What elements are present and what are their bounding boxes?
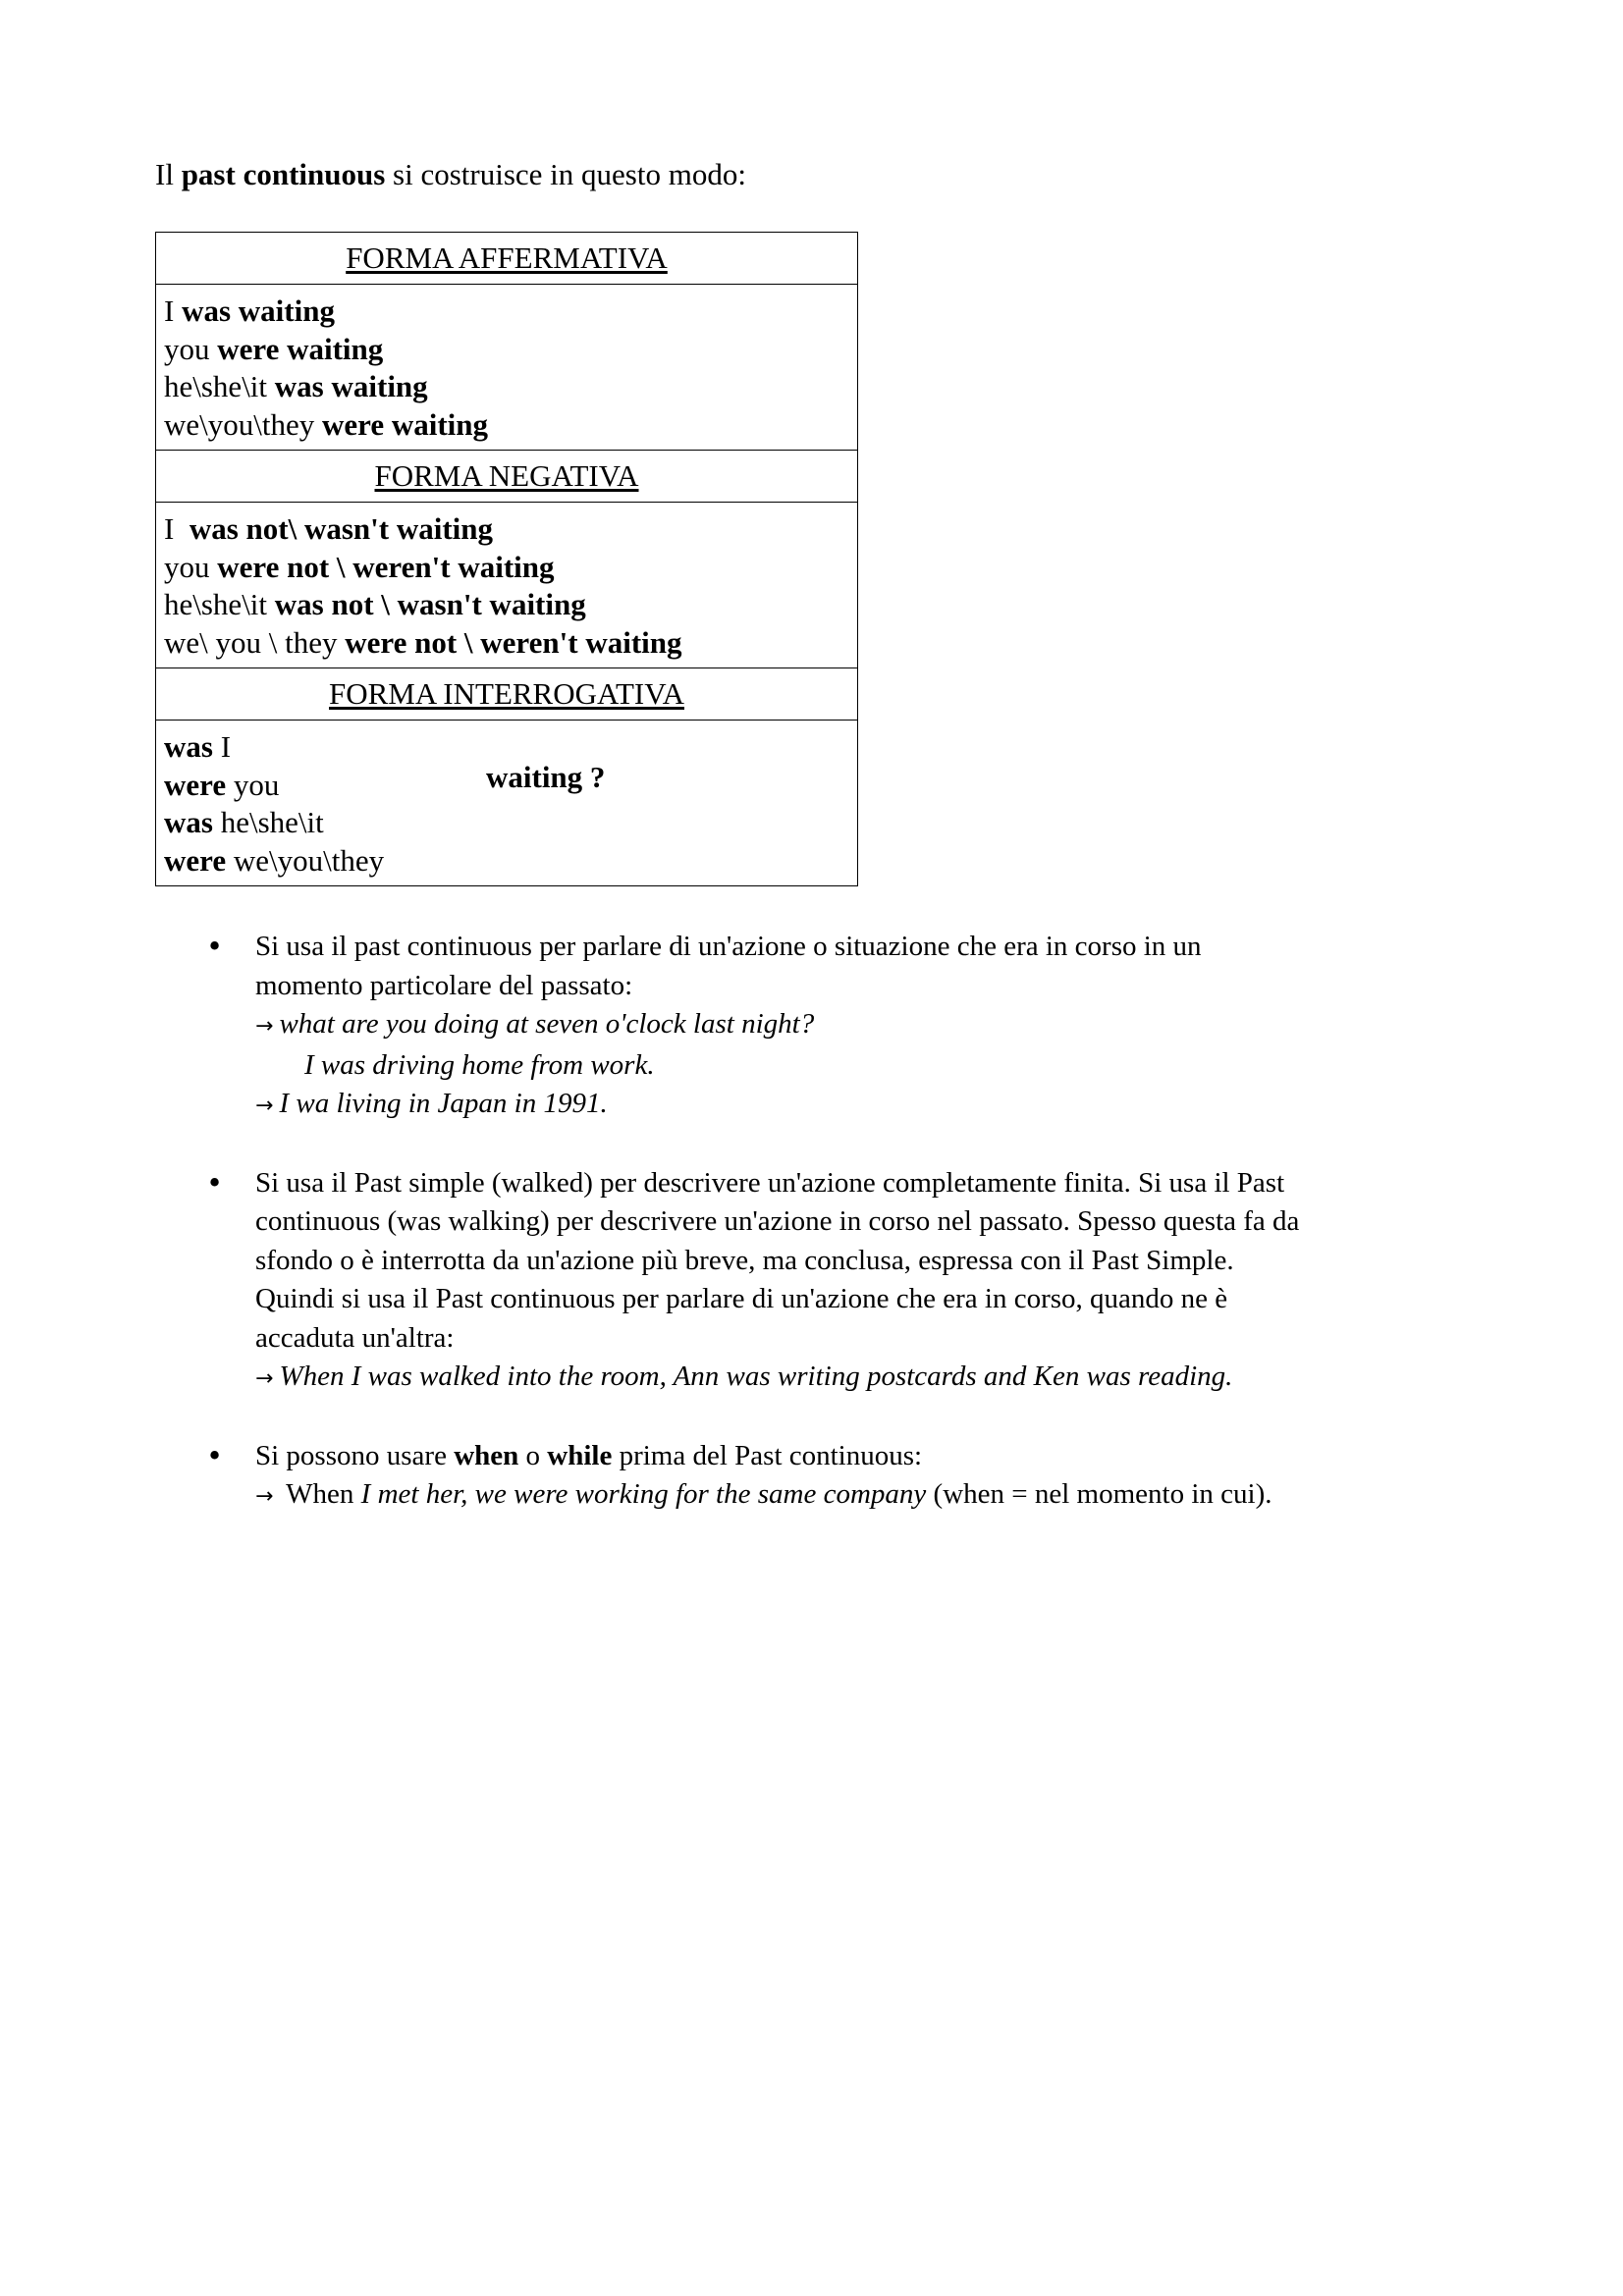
body-affermativa [156, 285, 858, 451]
table-row: was I [164, 729, 232, 764]
table-row: we\you\they were waiting [164, 406, 489, 442]
bullet-icon: • [206, 930, 224, 963]
bullet-icon: • [206, 1438, 224, 1472]
bullet-icon: • [206, 1165, 224, 1200]
intro-prefix: Il [155, 157, 182, 191]
list-item: • Si usa il past continuous per parlare di un'azione o situazione che era in corso in un momento particolare del passato: → what are you doing at seven o'clock last night? I was driving home from work. → I wa living in Japan in 1991. [155, 928, 1530, 1126]
arrow-icon: → [255, 1094, 274, 1118]
arrow-icon: → [255, 1484, 274, 1509]
table-row: he\she\it was not \ wasn't waiting [164, 587, 586, 621]
example-line: → I wa living in Japan in 1991. [255, 1088, 608, 1119]
table-row: we\ you \ they were not \ weren't waiting [164, 624, 682, 660]
list-item: • Si possono usare when o while prima del Past continuous: → When I met her, we were working for the same company (when = nel momento in cui). [155, 1437, 1530, 1517]
intro-suffix: si costruisce in questo modo: [385, 157, 746, 191]
header-affermativa: FORMA AFFERMATIVA [156, 233, 858, 285]
bullet-list [155, 928, 1530, 1555]
conjugation-table [155, 232, 858, 886]
header-interrogativa: FORMA INTERROGATIVA [156, 668, 858, 721]
table-row: was he\she\it [164, 805, 324, 839]
body-negativa [156, 503, 858, 668]
table-row: were you [164, 767, 280, 802]
table-row: I was waiting [164, 294, 335, 328]
example-line: I was driving home from work. [304, 1048, 655, 1081]
example-line: → what are you doing at seven o'clock last night? [255, 1008, 815, 1040]
example-line: → When I met her, we were working for the same company (when = nel momento in cui). [255, 1478, 1272, 1510]
arrow-icon: → [255, 1366, 274, 1391]
body-interrogativa [156, 721, 858, 886]
interrogative-verb: waiting ? [486, 759, 606, 794]
table-row: he\she\it was waiting [164, 369, 428, 403]
arrow-icon: → [255, 1014, 274, 1039]
intro-term: past continuous [181, 157, 386, 191]
table-row: I was not\ wasn't waiting [164, 511, 494, 546]
table-row: you were not \ weren't waiting [164, 549, 555, 584]
intro-line [155, 155, 746, 194]
header-negativa: FORMA NEGATIVA [156, 451, 858, 503]
list-item: • Si usa il Past simple (walked) per descrivere un'azione completamente finita. Si usa il Past continuous (was walking) per descrivere un'azione in corso nel passato. Spesso questa fa da sfondo o è interrotta da un'azione più breve, ma conclusa, espressa con il Past Simple. Quindi si usa il Past continuous per parlare di un'azione che era in corso, quando ne è accaduta un'altra: → When I was walked into the room, Ann was writing postcards and Ken was reading. [155, 1164, 1530, 1399]
example-line: → When I was walked into the room, Ann was writing postcards and Ken was reading. [255, 1361, 1233, 1392]
table-row: were we\you\they [164, 842, 385, 878]
table-row: you were waiting [164, 331, 384, 366]
